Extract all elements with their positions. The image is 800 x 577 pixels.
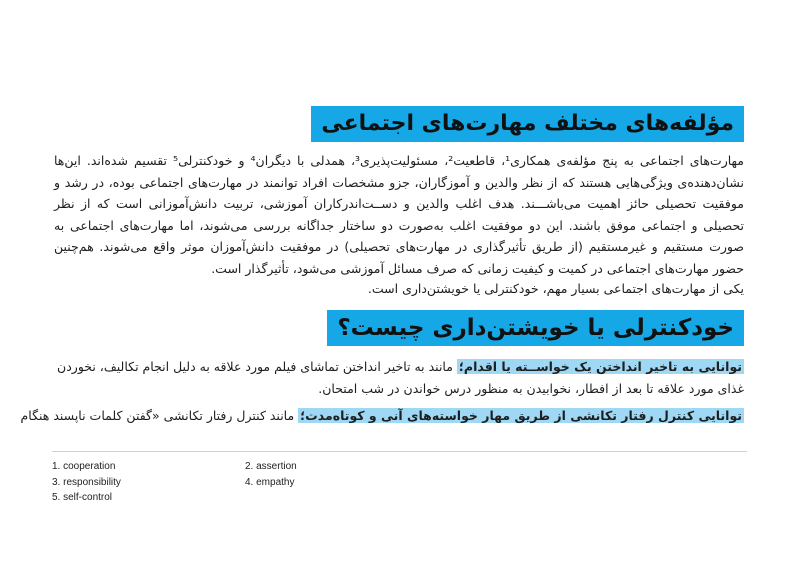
footnote-5: 5. self-control — [52, 492, 113, 503]
footnotes — [52, 459, 452, 506]
intro-paragraph: مهارت‌های اجتماعی به پنج مؤلفه‌ی همکاری¹، قاطعیت²، مسئولیت‌پذیری³، همدلی با دیگران⁴ و خودکنترلی⁵ تقسیم شده‌اند. این‌ها نشان‌دهنده‌ی ویژگی‌هایی هستند که از نظر والدین و آموزگاران، جزو مشخصات افراد توانمند در مهارت‌های اجتماعی بوده، در رشد و موفقیت تحصیلی حائز اهمیت می‌باشـــند. هدف اغلب والدین و دســت‌اندرکاران آموزشی، تربیت دانش‌آموزانی است که از نظر تحصیلی و اجتماعی موفق باشند. این دو موفقیت اغلب به‌صورت دو ساختار جداگانه بررسی می‌شوند، اما مهارت‌های اجتماعی به صورت مستقیم و غیرمستقیم (از طریق تأثیرگذاری در مهارت‌های تحصیلی) در موفقیت دانش‌آموزان موثر واقع می‌شوند. هم‌چنین حضور مهارت‌های اجتماعی در کمیت و کیفیت زمانی که صرف مسائل آموزشی می‌شود، تأثیرگذار است. — [54, 153, 744, 276]
list-item-delay — [57, 356, 744, 378]
footnote-divider — [52, 451, 747, 452]
highlight-impulse: توانایی کنترل رفتار تکانشی از طریق مهار خواسته‌های آنی و کوتاه‌مدت؛ — [300, 408, 742, 423]
section-heading-self-control: خودکنترلی یا خویشتن‌داری چیست؟ — [327, 310, 744, 346]
footnote-4: 4. empathy — [245, 476, 295, 488]
example-delay: مانند به تاخیر انداختن تماشای فیلم مورد علاقه به دلیل انجام تکالیف، نخوردن — [57, 359, 457, 374]
footnote-3: 3. responsibility — [52, 476, 121, 488]
section-heading-components: مؤلفه‌های مختلف مهارت‌های اجتماعی — [311, 106, 744, 142]
footnote-1: 1. cooperation — [52, 461, 116, 472]
highlight-delay: توانایی به تاخیر انداختن یک خواســته یا اقدام؛ — [458, 359, 742, 374]
example-impulse: مانند کنترل رفتار تکانشی «گفتن کلمات ناپسند هنگام — [20, 408, 299, 423]
closing-sentence: یکی از مهارت‌های اجتماعی بسیار مهم، خودکنترلی یا خویشتن‌داری است. — [367, 281, 744, 296]
list-item-delay-continued: غذای مورد علاقه تا بعد از افطار، نخوابیدن به منظور درس خواندن در شب امتحان. — [318, 381, 744, 396]
list-item-impulse — [21, 405, 744, 427]
footnote-2: 2. assertion — [245, 461, 297, 472]
